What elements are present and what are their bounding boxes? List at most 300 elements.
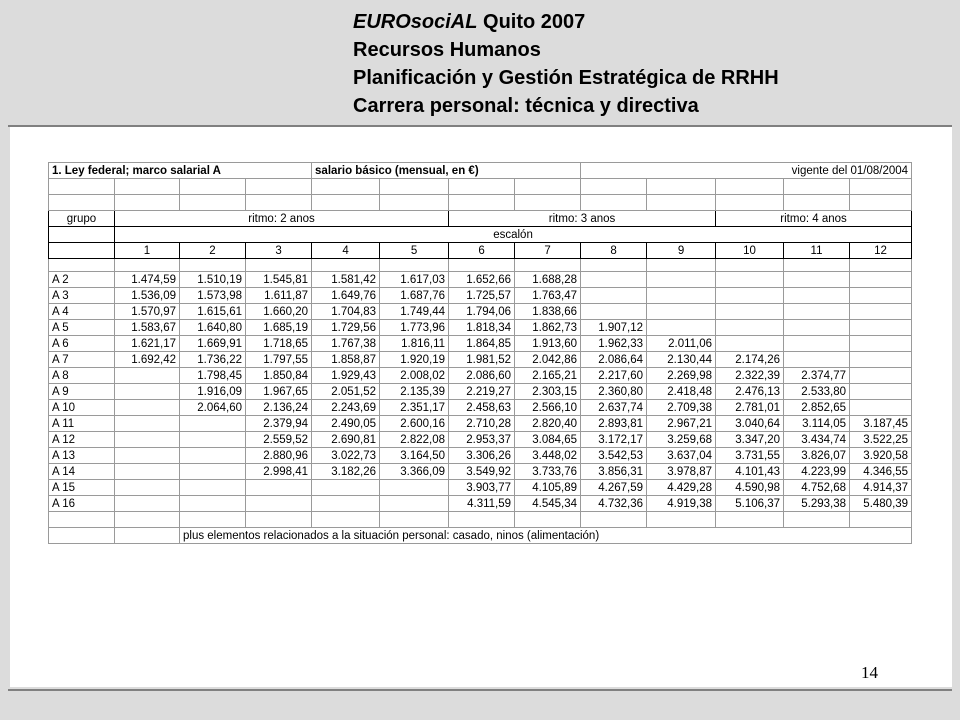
step-number: 4 [312, 243, 380, 259]
salary-cell: 1.617,03 [380, 272, 449, 288]
salary-cell [850, 272, 912, 288]
salary-cell [850, 288, 912, 304]
table-row [49, 416, 912, 432]
salary-cell [115, 384, 180, 400]
empty-cell [449, 195, 515, 211]
salary-cell: 1.838,66 [515, 304, 581, 320]
salary-cell: 1.736,22 [180, 352, 246, 368]
grupo-cell: A 12 [49, 432, 115, 448]
salary-cell [180, 464, 246, 480]
spacer-row [49, 512, 912, 528]
salary-cell: 1.850,84 [246, 368, 312, 384]
table-row [49, 352, 912, 368]
salary-cell: 2.051,52 [312, 384, 380, 400]
salary-cell: 1.573,98 [180, 288, 246, 304]
salary-cell: 4.223,99 [784, 464, 850, 480]
salary-cell: 2.303,15 [515, 384, 581, 400]
salary-cell: 3.164,50 [380, 448, 449, 464]
salary-cell [180, 480, 246, 496]
grupo-cell: A 10 [49, 400, 115, 416]
step-number: 10 [716, 243, 784, 259]
empty-cell [449, 259, 515, 272]
salary-cell: 2.822,08 [380, 432, 449, 448]
salary-cell: 2.042,86 [515, 352, 581, 368]
salary-cell [850, 384, 912, 400]
salary-cell: 2.566,10 [515, 400, 581, 416]
empty-cell [180, 512, 246, 528]
salary-cell [647, 304, 716, 320]
salary-cell: 2.781,01 [716, 400, 784, 416]
empty-cell [312, 512, 380, 528]
salary-cell: 2.064,60 [180, 400, 246, 416]
salary-cell [784, 320, 850, 336]
title-row [49, 163, 912, 179]
salary-cell: 2.135,39 [380, 384, 449, 400]
salary-table [48, 162, 912, 544]
grupo-cell: A 11 [49, 416, 115, 432]
salary-cell [716, 304, 784, 320]
step-number: 6 [449, 243, 515, 259]
salary-cell: 3.084,65 [515, 432, 581, 448]
salary-cell: 2.174,26 [716, 352, 784, 368]
salary-cell [716, 320, 784, 336]
empty-cell [716, 259, 784, 272]
salary-cell: 2.967,21 [647, 416, 716, 432]
header-line-2: Recursos Humanos [353, 39, 541, 61]
salary-cell: 1.864,85 [449, 336, 515, 352]
empty-cell [647, 195, 716, 211]
salary-cell [784, 288, 850, 304]
table-row [49, 480, 912, 496]
table-row [49, 320, 912, 336]
salary-cell: 1.704,83 [312, 304, 380, 320]
salary-cell [115, 464, 180, 480]
footnote: plus elementos relacionados a la situación personal: casado, ninos (alimentación) [180, 528, 912, 544]
salary-cell: 3.542,53 [581, 448, 647, 464]
salary-cell: 2.379,94 [246, 416, 312, 432]
empty-cell [850, 512, 912, 528]
empty-cell [716, 179, 784, 195]
salary-cell: 4.429,28 [647, 480, 716, 496]
salary-cell: 1.794,06 [449, 304, 515, 320]
salary-cell: 3.182,26 [312, 464, 380, 480]
salary-cell: 2.690,81 [312, 432, 380, 448]
salary-cell: 3.448,02 [515, 448, 581, 464]
salary-cell: 1.798,45 [180, 368, 246, 384]
salary-cell [850, 352, 912, 368]
salary-cell: 3.114,05 [784, 416, 850, 432]
salary-cell: 4.105,89 [515, 480, 581, 496]
empty-cell [380, 195, 449, 211]
salary-cell: 3.434,74 [784, 432, 850, 448]
footnote-row [49, 528, 912, 544]
salary-cell: 1.611,87 [246, 288, 312, 304]
empty-cell [312, 195, 380, 211]
salary-cell: 2.880,96 [246, 448, 312, 464]
step-number: 7 [515, 243, 581, 259]
empty-cell [49, 179, 115, 195]
empty-cell [115, 259, 180, 272]
salary-cell: 1.581,42 [312, 272, 380, 288]
salary-cell: 3.549,92 [449, 464, 515, 480]
salary-cell: 1.692,42 [115, 352, 180, 368]
empty-cell [784, 179, 850, 195]
salary-cell: 2.600,16 [380, 416, 449, 432]
salary-cell: 3.259,68 [647, 432, 716, 448]
salary-cell: 1.583,67 [115, 320, 180, 336]
salary-cell: 2.374,77 [784, 368, 850, 384]
empty-cell [246, 512, 312, 528]
salary-cell: 2.893,81 [581, 416, 647, 432]
empty-cell [716, 195, 784, 211]
empty-cell [49, 227, 115, 243]
empty-cell [581, 512, 647, 528]
empty-cell [49, 528, 115, 544]
table-row [49, 384, 912, 400]
salary-cell: 3.903,77 [449, 480, 515, 496]
empty-cell [115, 179, 180, 195]
salary-cell: 1.718,65 [246, 336, 312, 352]
salary-cell: 2.490,05 [312, 416, 380, 432]
salary-cell: 1.858,87 [312, 352, 380, 368]
salary-cell: 4.914,37 [850, 480, 912, 496]
empty-cell [115, 528, 180, 544]
step-number: 3 [246, 243, 312, 259]
salary-cell: 3.306,26 [449, 448, 515, 464]
salary-cell: 1.920,19 [380, 352, 449, 368]
empty-cell [515, 259, 581, 272]
rhythm-label: ritmo: 2 anos [115, 211, 449, 227]
page-number: 14 [861, 663, 878, 682]
empty-cell [449, 512, 515, 528]
empty-cell [647, 179, 716, 195]
empty-cell [180, 259, 246, 272]
bottom-divider [8, 689, 952, 691]
salary-cell: 3.347,20 [716, 432, 784, 448]
salary-cell: 3.187,45 [850, 416, 912, 432]
empty-cell [515, 179, 581, 195]
salary-cell: 3.733,76 [515, 464, 581, 480]
salary-cell [115, 400, 180, 416]
salary-cell [784, 336, 850, 352]
salary-cell [784, 352, 850, 368]
rhythm-label: ritmo: 3 anos [449, 211, 716, 227]
empty-cell [380, 259, 449, 272]
salary-cell: 4.752,68 [784, 480, 850, 496]
salary-cell: 2.476,13 [716, 384, 784, 400]
salary-cell: 3.522,25 [850, 432, 912, 448]
salary-cell [850, 320, 912, 336]
empty-cell [449, 179, 515, 195]
salary-cell: 1.660,20 [246, 304, 312, 320]
table-row [49, 288, 912, 304]
salary-cell: 3.172,17 [581, 432, 647, 448]
empty-cell [647, 259, 716, 272]
salary-cell: 2.136,24 [246, 400, 312, 416]
salary-cell: 1.510,19 [180, 272, 246, 288]
salary-cell: 1.929,43 [312, 368, 380, 384]
salary-cell [115, 480, 180, 496]
salary-cell [380, 496, 449, 512]
empty-cell [647, 512, 716, 528]
salary-cell: 3.040,64 [716, 416, 784, 432]
salary-cell: 2.086,60 [449, 368, 515, 384]
empty-cell [784, 259, 850, 272]
table-row [49, 400, 912, 416]
salary-cell: 3.978,87 [647, 464, 716, 480]
salary-cell [115, 432, 180, 448]
salary-cell: 3.366,09 [380, 464, 449, 480]
salary-cell: 2.852,65 [784, 400, 850, 416]
salary-cell [380, 480, 449, 496]
salary-cell: 1.725,57 [449, 288, 515, 304]
salary-cell: 3.920,58 [850, 448, 912, 464]
salary-cell: 3.637,04 [647, 448, 716, 464]
table-row [49, 336, 912, 352]
empty-cell [380, 512, 449, 528]
sheet-title: 1. Ley federal; marco salarial A [49, 163, 312, 179]
empty-cell [850, 259, 912, 272]
empty-cell [246, 259, 312, 272]
salary-cell: 1.545,81 [246, 272, 312, 288]
salary-cell: 1.913,60 [515, 336, 581, 352]
salary-cell [784, 272, 850, 288]
step-number: 2 [180, 243, 246, 259]
salary-cell: 4.545,34 [515, 496, 581, 512]
table-row [49, 272, 912, 288]
salary-cell [647, 272, 716, 288]
salary-cell: 4.101,43 [716, 464, 784, 480]
salary-cell [312, 496, 380, 512]
grupo-cell: A 6 [49, 336, 115, 352]
salary-cell: 1.685,19 [246, 320, 312, 336]
step-number: 8 [581, 243, 647, 259]
salary-cell [180, 432, 246, 448]
salary-cell: 3.856,31 [581, 464, 647, 480]
salary-cell: 1.816,11 [380, 336, 449, 352]
spacer-row [49, 179, 912, 195]
salary-cell: 3.731,55 [716, 448, 784, 464]
salary-cell: 2.360,80 [581, 384, 647, 400]
salary-cell [312, 480, 380, 496]
salary-cell [115, 448, 180, 464]
salary-cell: 2.011,06 [647, 336, 716, 352]
empty-cell [850, 179, 912, 195]
empty-cell [515, 512, 581, 528]
empty-cell [246, 179, 312, 195]
grupo-cell: A 5 [49, 320, 115, 336]
grupo-label: grupo [49, 211, 115, 227]
empty-cell [180, 179, 246, 195]
salary-cell: 1.862,73 [515, 320, 581, 336]
empty-cell [246, 195, 312, 211]
grupo-cell: A 9 [49, 384, 115, 400]
salary-cell: 2.269,98 [647, 368, 716, 384]
salary-cell [850, 400, 912, 416]
salary-cell: 5.293,38 [784, 496, 850, 512]
salary-cell: 2.998,41 [246, 464, 312, 480]
salary-cell: 1.767,38 [312, 336, 380, 352]
table-row [49, 304, 912, 320]
salary-cell: 2.458,63 [449, 400, 515, 416]
salary-cell: 1.640,80 [180, 320, 246, 336]
salary-cell: 1.649,76 [312, 288, 380, 304]
salary-cell [850, 368, 912, 384]
rhythm-row [49, 211, 912, 227]
salary-cell [581, 288, 647, 304]
salary-cell [716, 336, 784, 352]
empty-cell [581, 259, 647, 272]
salary-cell: 2.130,44 [647, 352, 716, 368]
empty-cell [312, 179, 380, 195]
salary-cell: 2.165,21 [515, 368, 581, 384]
rhythm-label: ritmo: 4 anos [716, 211, 912, 227]
salary-cell: 1.536,09 [115, 288, 180, 304]
empty-cell [180, 195, 246, 211]
gap-row [49, 259, 912, 272]
grupo-cell: A 7 [49, 352, 115, 368]
step-number: 9 [647, 243, 716, 259]
empty-cell [716, 512, 784, 528]
grupo-cell: A 4 [49, 304, 115, 320]
empty-cell [850, 195, 912, 211]
empty-cell [49, 243, 115, 259]
salary-cell: 4.311,59 [449, 496, 515, 512]
salary-cell: 1.669,91 [180, 336, 246, 352]
valid-from: vigente del 01/08/2004 [581, 163, 912, 179]
grupo-cell: A 15 [49, 480, 115, 496]
table-row [49, 496, 912, 512]
table-row [49, 464, 912, 480]
empty-cell [115, 195, 180, 211]
salary-cell [581, 272, 647, 288]
empty-cell [784, 512, 850, 528]
escalon-label: escalón [115, 227, 912, 243]
header-line-4: Carrera personal: técnica y directiva [353, 95, 699, 117]
step-number: 12 [850, 243, 912, 259]
grupo-cell: A 16 [49, 496, 115, 512]
brand-name: EUROsociAL [353, 11, 478, 33]
salary-cell: 1.621,17 [115, 336, 180, 352]
empty-cell [49, 195, 115, 211]
grupo-cell: A 13 [49, 448, 115, 464]
salary-cell [180, 448, 246, 464]
salary-cell: 2.709,38 [647, 400, 716, 416]
salary-cell: 1.688,28 [515, 272, 581, 288]
header-line-1 [353, 8, 779, 36]
salary-cell: 1.818,34 [449, 320, 515, 336]
salary-cell: 1.474,59 [115, 272, 180, 288]
salary-cell: 2.351,17 [380, 400, 449, 416]
slide-header [353, 8, 779, 120]
spacer-row [49, 195, 912, 211]
salary-cell: 2.008,02 [380, 368, 449, 384]
salary-cell [115, 496, 180, 512]
table-row [49, 448, 912, 464]
table-row [49, 368, 912, 384]
salary-cell: 1.962,33 [581, 336, 647, 352]
empty-cell [581, 195, 647, 211]
table-row [49, 432, 912, 448]
salary-cell [647, 320, 716, 336]
salary-cell: 4.346,55 [850, 464, 912, 480]
empty-cell [115, 512, 180, 528]
salary-cell [115, 416, 180, 432]
salary-cell: 2.533,80 [784, 384, 850, 400]
empty-cell [49, 512, 115, 528]
salary-cell: 2.219,27 [449, 384, 515, 400]
salary-cell: 4.590,98 [716, 480, 784, 496]
salary-cell: 4.267,59 [581, 480, 647, 496]
grupo-cell: A 2 [49, 272, 115, 288]
salary-cell: 2.418,48 [647, 384, 716, 400]
step-number: 1 [115, 243, 180, 259]
salary-cell: 3.826,07 [784, 448, 850, 464]
salary-cell [581, 304, 647, 320]
salary-cell: 5.106,37 [716, 496, 784, 512]
salary-cell [246, 496, 312, 512]
salary-cell: 1.763,47 [515, 288, 581, 304]
sheet-subtitle: salario básico (mensual, en €) [312, 163, 581, 179]
salary-cell: 2.086,64 [581, 352, 647, 368]
salary-cell [784, 304, 850, 320]
salary-cell: 1.916,09 [180, 384, 246, 400]
salary-cell: 1.570,97 [115, 304, 180, 320]
empty-cell [784, 195, 850, 211]
salary-cell: 3.022,73 [312, 448, 380, 464]
salary-cell: 2.217,60 [581, 368, 647, 384]
steps-row [49, 243, 912, 259]
salary-cell: 2.953,37 [449, 432, 515, 448]
grupo-cell: A 14 [49, 464, 115, 480]
salary-cell: 1.773,96 [380, 320, 449, 336]
grupo-cell: A 3 [49, 288, 115, 304]
empty-cell [581, 179, 647, 195]
empty-cell [515, 195, 581, 211]
salary-cell: 1.729,56 [312, 320, 380, 336]
salary-cell: 1.687,76 [380, 288, 449, 304]
event-name: Quito 2007 [477, 11, 586, 33]
salary-cell: 2.637,74 [581, 400, 647, 416]
salary-cell [850, 336, 912, 352]
salary-cell: 1.797,55 [246, 352, 312, 368]
salary-cell [716, 288, 784, 304]
salary-cell [180, 416, 246, 432]
salary-cell: 1.749,44 [380, 304, 449, 320]
step-number: 5 [380, 243, 449, 259]
empty-cell [380, 179, 449, 195]
salary-cell [716, 272, 784, 288]
salary-cell: 1.907,12 [581, 320, 647, 336]
escalon-row [49, 227, 912, 243]
salary-cell: 1.652,66 [449, 272, 515, 288]
salary-cell: 2.820,40 [515, 416, 581, 432]
empty-cell [312, 259, 380, 272]
salary-cell: 4.919,38 [647, 496, 716, 512]
salary-cell: 2.243,69 [312, 400, 380, 416]
header-line-3: Planificación y Gestión Estratégica de RRHH [353, 67, 779, 89]
grupo-cell: A 8 [49, 368, 115, 384]
salary-cell [246, 480, 312, 496]
empty-cell [49, 259, 115, 272]
salary-cell: 4.732,36 [581, 496, 647, 512]
salary-cell: 2.322,39 [716, 368, 784, 384]
salary-cell [850, 304, 912, 320]
salary-cell: 1.615,61 [180, 304, 246, 320]
salary-cell: 5.480,39 [850, 496, 912, 512]
salary-cell [180, 496, 246, 512]
salary-cell [647, 288, 716, 304]
